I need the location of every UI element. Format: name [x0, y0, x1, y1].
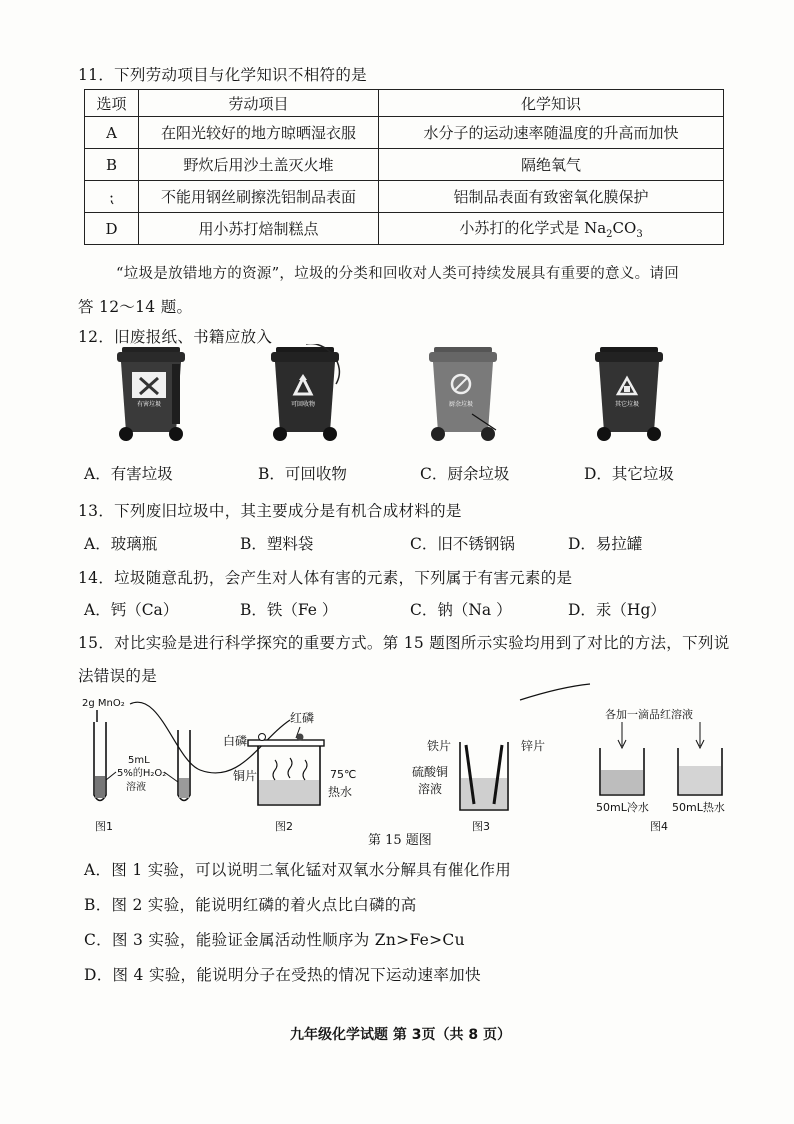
- figure-title: 第 15 题图: [368, 833, 432, 848]
- header-knowledge: 化学知识: [379, 90, 724, 117]
- fig4-hot-label: 50mL热水: [672, 801, 725, 814]
- row-task: 用小苏打焙制糕点: [139, 213, 379, 245]
- q12-option-a: A．有害垃圾: [84, 465, 173, 483]
- q14-option-d: D．汞（Hg）: [568, 601, 666, 619]
- fig1-mno2-label: 2g MnO₂: [82, 698, 125, 709]
- q15-option-b: B．图 2 实验，能说明红磷的着火点比白磷的高: [84, 896, 417, 914]
- fig4-caption: 图4: [650, 820, 668, 833]
- formula-co: CO: [612, 219, 637, 237]
- bin-label: 有害垃圾: [136, 401, 162, 408]
- fig4-drop-label: 各加一滴品红溶液: [605, 708, 693, 721]
- intro-line-1: “垃圾是放错地方的资源”，垃圾的分类和回收对人类可持续发展具有重要的意义。请回: [116, 266, 680, 282]
- q12-option-c: C．厨余垃圾: [420, 465, 510, 483]
- q12-stem: 12．旧废报纸、书籍应放入: [78, 328, 273, 346]
- fig2-copper-plate: [248, 740, 324, 746]
- bin-label: 厨余垃圾: [448, 401, 474, 408]
- fig3-caption: 图3: [472, 820, 490, 833]
- fig2-caption: 图2: [275, 820, 293, 833]
- header-option: 选项: [85, 90, 139, 117]
- row-knowledge: 水分子的运动速率随温度的升高而加快: [379, 117, 724, 149]
- q13-option-d: D．易拉罐: [568, 535, 643, 553]
- fig3-iron-label: 铁片: [427, 739, 452, 753]
- fig4-cold-label: 50mL冷水: [596, 801, 649, 814]
- q12-option-b: B．可回收物: [258, 465, 347, 483]
- fig2-temp-label: 75℃: [330, 768, 357, 781]
- row-task: 在阳光较好的地方晾晒湿衣服: [139, 117, 379, 149]
- row-task: 野炊后用沙土盖灭火堆: [139, 149, 379, 181]
- fig1-h2o2-conc: 5%的H₂O₂: [117, 768, 167, 779]
- row-task: 不能用钢丝刷擦洗铝制品表面: [139, 181, 379, 213]
- q14-option-c: C．钠（Na ）: [410, 601, 512, 619]
- row-option: ⁏: [85, 181, 139, 213]
- q15-option-d: D．图 4 实验，能说明分子在受热的情况下运动速率加快: [84, 966, 481, 984]
- fig2-red-p-label: 红磷: [290, 711, 315, 725]
- bin-label: 可回收物: [290, 401, 316, 408]
- q14-option-a: A．钙（Ca）: [84, 601, 179, 619]
- q15-option-a: A．图 1 实验，可以说明二氧化锰对双氧水分解具有催化作用: [84, 861, 512, 879]
- formula-sub-3: 3: [636, 229, 643, 240]
- knowledge-text: 小苏打的化学式是 Na: [459, 219, 607, 237]
- fig2-white-p-label: 白磷: [223, 734, 248, 748]
- bin-label: 其它垃圾: [614, 401, 640, 408]
- q13-option-c: C．旧不锈钢锅: [410, 535, 515, 553]
- q15-stem-line-1: 15．对比实验是进行科学探究的重要方式。第 15 题图所示实验均用到了对比的方法，下列说: [78, 634, 730, 652]
- formula-sub-2: 2: [606, 229, 613, 240]
- q14-option-b: B．铁（Fe ）: [240, 601, 338, 619]
- row-option: B: [85, 149, 139, 181]
- q13-option-a: A．玻璃瓶: [84, 535, 158, 553]
- q13-stem: 13．下列废旧垃圾中，其主要成分是有机合成材料的是: [78, 502, 462, 520]
- fig2-copper-label: 铜片: [233, 769, 258, 783]
- row-knowledge: 隔绝氧气: [379, 149, 724, 181]
- q12-option-d: D．其它垃圾: [584, 465, 674, 483]
- q15-stem-line-2: 法错误的是: [78, 667, 158, 685]
- intro-line-2: 答 12～14 题。: [78, 298, 193, 316]
- fig3-cuso4-label: 硫酸铜: [412, 765, 449, 779]
- fig3-zinc-label: 锌片: [521, 739, 546, 753]
- q11-stem: 11．下列劳动项目与化学知识不相符的是: [78, 66, 367, 84]
- fig2-water-label: 热水: [328, 785, 353, 799]
- page-footer: 九年级化学试题 第 3页（共 8 页）: [290, 1027, 511, 1043]
- fig3-solution-label: 溶液: [418, 782, 443, 796]
- row-option: A: [85, 117, 139, 149]
- q13-option-b: B．塑料袋: [240, 535, 314, 553]
- row-option: D: [85, 213, 139, 245]
- q15-option-c: C．图 3 实验，能验证金属活动性顺序为 Zn>Fe>Cu: [84, 931, 465, 949]
- q14-stem: 14．垃圾随意乱扔，会产生对人体有害的元素，下列属于有害元素的是: [78, 569, 573, 587]
- row-knowledge: 铝制品表面有致密氧化膜保护: [379, 181, 724, 213]
- fig1-h2o2-vol: 5mL: [128, 755, 150, 766]
- fig1-caption: 图1: [95, 820, 113, 833]
- header-task: 劳动项目: [139, 90, 379, 117]
- fig1-h2o2-sol: 溶液: [126, 782, 146, 793]
